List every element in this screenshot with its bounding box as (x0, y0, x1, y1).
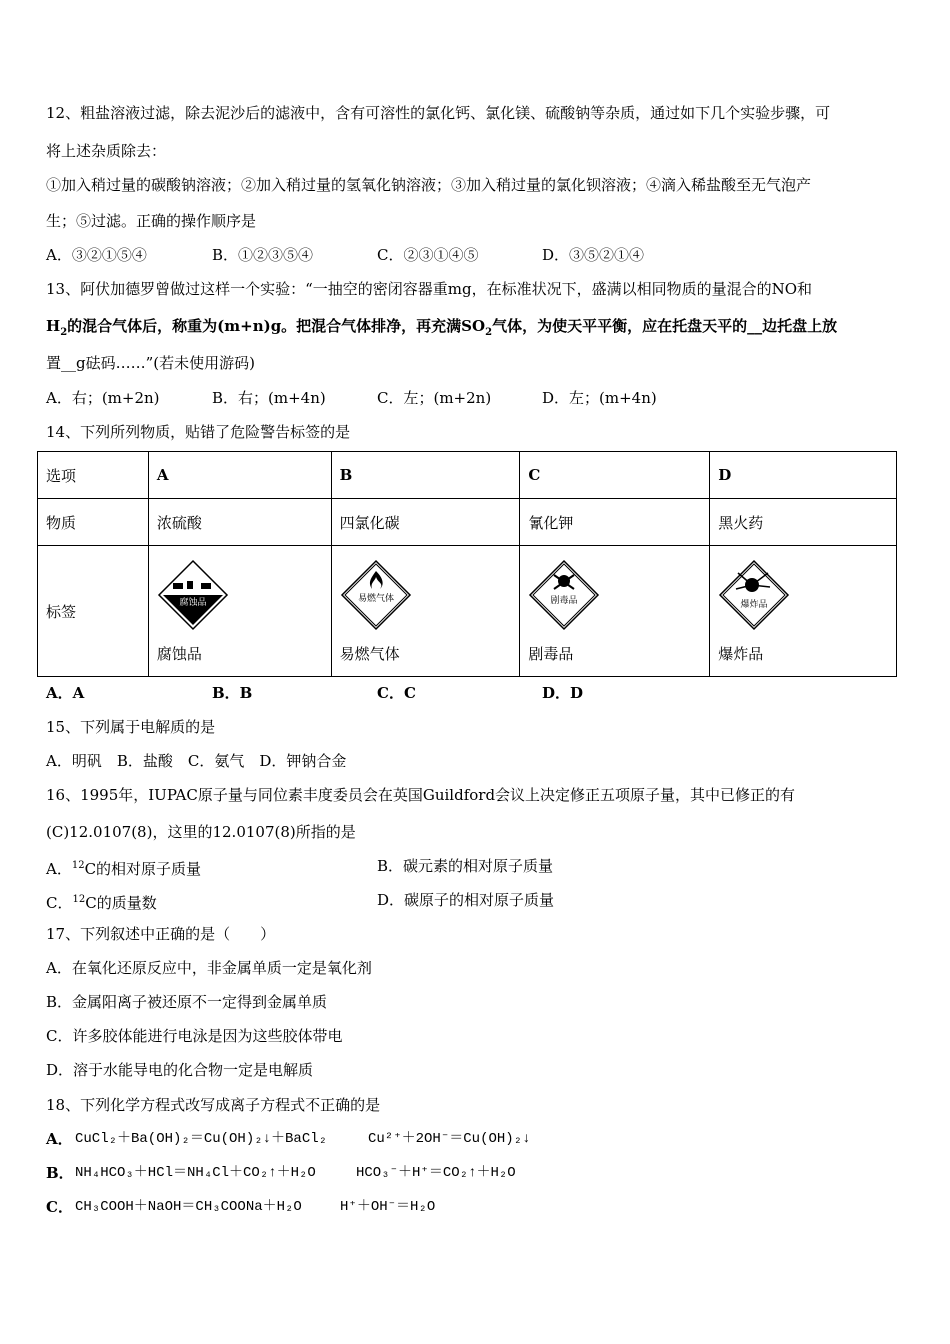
q13-option-c: C．左；(m+2n) (377, 389, 492, 407)
q16-option-d: D．碳原子的相对原子质量 (377, 891, 555, 909)
q14-option-b: B．B (212, 684, 253, 702)
hazard-label-table (37, 451, 897, 677)
q12-option-b: B．①②③⑤④ (212, 246, 314, 264)
q12-line3: ①加入稍过量的碳酸钠溶液；②加入稍过量的氢氧化钠溶液；③加入稍过量的氯化钡溶液；④滴入稀盐酸至无气泡产 (46, 176, 812, 194)
q17-option-a: A．在氧化还原反应中，非金属单质一定是氧化剂 (46, 959, 372, 977)
column-b-header: B (331, 452, 520, 499)
q18-option-b-label: B． (46, 1164, 74, 1182)
row-label-sign: 标签 (38, 546, 149, 677)
q18-option-c-ionic: H⁺＋OH⁻＝H₂O (340, 1199, 436, 1215)
column-a-header: A (148, 452, 331, 499)
q16-option-c: C．$^{12}$C的质量数 (46, 894, 157, 912)
q13-option-b: B．右；(m+4n) (212, 389, 326, 407)
q16-option-a: A．$^{12}$C的相对原子质量 (46, 860, 202, 878)
column-d-header: D (710, 452, 897, 499)
q13-line3: 置__g砝码……”(若未使用游码) (46, 354, 255, 372)
q18-stem: 18、下列化学方程式改写成离子方程式不正确的是 (46, 1096, 381, 1114)
column-c-header: C (520, 452, 710, 499)
q13-line1: 13、阿伏加德罗曾做过这样一个实验：“一抽空的密闭容器重mg，在标准状况下，盛满以相同物质的量混合的NO和 (46, 280, 813, 298)
sign-cell-a (148, 546, 331, 677)
q16-line1: 16、1995年，IUPAC原子量与同位素丰度委员会在英国Guildford会议上决定修正五项原子量，其中已修正的有 (46, 786, 796, 804)
label-a: 腐蚀品 (156, 644, 202, 663)
q12-line4: 生；⑤过滤。正确的操作顺序是 (46, 212, 257, 230)
substance-d: 黑火药 (710, 499, 897, 546)
svg-text:易燃气体: 易燃气体 (357, 593, 394, 604)
q12-line1: 12、粗盐溶液过滤，除去泥沙后的滤液中，含有可溶性的氯化钙、氯化镁、硫酸钠等杂质，通过如下几个实验步骤，可 (46, 104, 831, 122)
q14-option-a: A．A (46, 684, 85, 702)
flammable-gas-hazard-icon (340, 559, 412, 631)
row-label-option: 选项 (38, 452, 149, 499)
q14-option-d: D．D (542, 684, 584, 702)
q16-line2: (C)12.0107(8)，这里的12.0107(8)所指的是 (46, 823, 356, 841)
q12-option-c: C．②③①④⑤ (377, 246, 479, 264)
sign-cell-c (520, 546, 710, 677)
q18-option-b-equation: NH₄HCO₃＋HCl＝NH₄Cl＋CO₂↑＋H₂O (75, 1165, 316, 1181)
q12-option-a: A．③②①⑤④ (46, 246, 147, 264)
substance-a: 浓硫酸 (148, 499, 331, 546)
q18-option-b-ionic: HCO₃⁻＋H⁺＝CO₂↑＋H₂O (356, 1165, 516, 1181)
label-b: 易燃气体 (339, 644, 400, 663)
q14-stem: 14、下列所列物质，贴错了危险警告标签的是 (46, 423, 351, 441)
sign-cell-d (710, 546, 897, 677)
table-row (38, 546, 897, 677)
q13-option-d: D．左；(m+4n) (542, 389, 657, 407)
q12-option-d: D．③⑤②①④ (542, 246, 645, 264)
table-row (38, 499, 897, 546)
svg-text:剧毒品: 剧毒品 (550, 595, 578, 606)
q17-stem: 17、下列叙述中正确的是（ ） (46, 925, 276, 943)
q13-line2: $H_2$的混合气体后，称重为(m+n)g。把混合气体排净，再充满$SO_2$气体，为使天平平衡，应在托盘天平的__边托盘上放 (46, 317, 838, 338)
q18-option-a-ionic: Cu²⁺＋2OH⁻＝Cu(OH)₂↓ (368, 1131, 531, 1147)
q12-line2: 将上述杂质除去： (46, 142, 167, 160)
table-row (38, 452, 897, 499)
label-c: 剧毒品 (528, 644, 574, 663)
q15-stem: 15、下列属于电解质的是 (46, 718, 216, 736)
toxic-hazard-icon (528, 559, 600, 631)
substance-c: 氰化钾 (520, 499, 710, 546)
q18-option-c-equation: CH₃COOH＋NaOH＝CH₃COONa＋H₂O (75, 1199, 302, 1215)
q17-option-c: C．许多胶体能进行电泳是因为这些胶体带电 (46, 1027, 343, 1045)
explosive-hazard-icon (718, 559, 790, 631)
q17-option-b: B．金属阳离子被还原不一定得到金属单质 (46, 993, 328, 1011)
q13-option-a: A．右；(m+2n) (46, 389, 160, 407)
q17-option-d: D．溶于水能导电的化合物一定是电解质 (46, 1061, 314, 1079)
substance-b: 四氯化碳 (331, 499, 520, 546)
svg-text:腐蚀品: 腐蚀品 (179, 597, 207, 608)
q16-option-b: B．碳元素的相对原子质量 (377, 857, 554, 875)
svg-text:爆炸品: 爆炸品 (740, 599, 768, 610)
q15-options: A．明矾 B．盐酸 C．氨气 D．钾钠合金 (46, 752, 347, 770)
q14-option-c: C．C (377, 684, 416, 702)
corrosive-hazard-icon (157, 559, 229, 631)
q18-option-a-equation: CuCl₂＋Ba(OH)₂＝Cu(OH)₂↓＋BaCl₂ (75, 1131, 328, 1147)
label-d: 爆炸品 (718, 644, 764, 663)
q18-option-a-label: A． (46, 1130, 73, 1148)
q18-option-c-label: C． (46, 1198, 73, 1216)
sign-cell-b (331, 546, 520, 677)
row-label-substance: 物质 (38, 499, 149, 546)
